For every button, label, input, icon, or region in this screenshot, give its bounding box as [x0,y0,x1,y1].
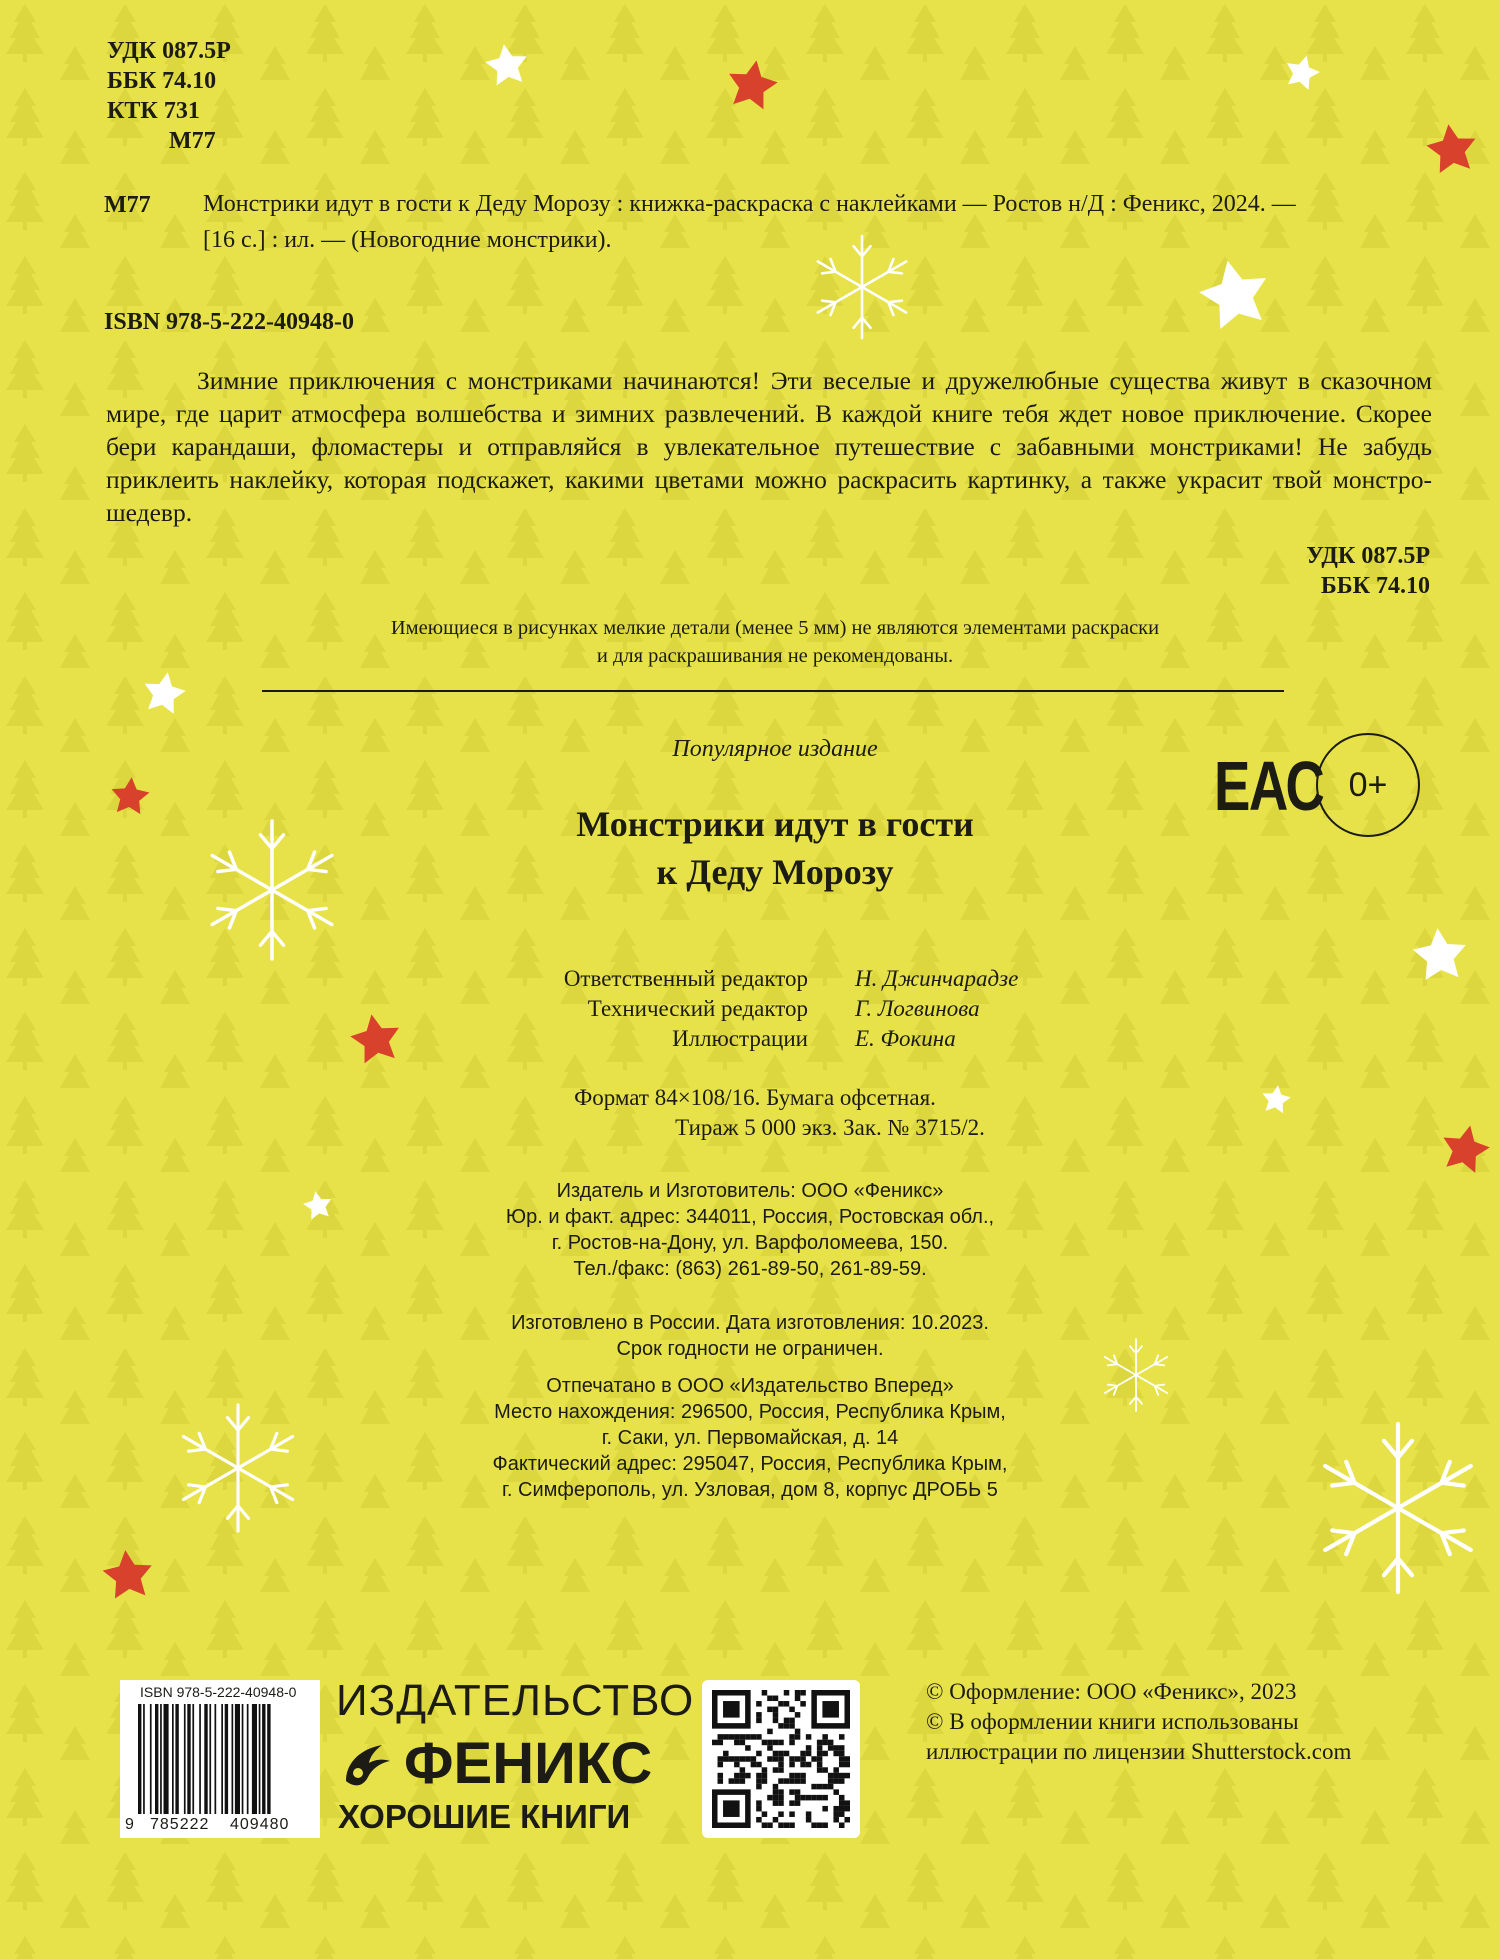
brand-logo [336,1730,652,1797]
brand-tagline: ХОРОШИЕ КНИГИ [338,1798,631,1835]
brand-publisher-label: ИЗДАТЕЛЬСТВО [336,1676,695,1725]
credit-name: Н. Джинчарадзе [855,966,1019,991]
eac-mark-text: ЕАС [1214,747,1324,825]
annotation-paragraph: Зимние приключения с монстриками начинаются! Эти веселые и дружелюбные существа живут в сказочном мире, где царит атмосфера волшебства и зимних развлечений. В каждой книге тебя ждет новое приключение. Скорее бери карандаши, фломастеры и отправляйся в увлекательное путешествие с забавными монстриками! Не забудь приклеить наклейку, которая подскажет, какими цветами можно раскрасить картинку, а также украсит твой монстро-шедевр. [106,366,1432,527]
credit-name: Е. Фокина [855,1026,956,1051]
credits-names [855,964,1155,1054]
printer-line-2: Место нахождения: 296500, Россия, Республика Крым, [494,1401,1006,1423]
catalog-codes [107,36,231,156]
copyright-line-2: © В оформлении книги использованы [926,1709,1299,1734]
format-info [500,1083,1100,1143]
bibliographic-description [203,186,1443,258]
phoenix-logo-icon [336,1733,398,1795]
credits-roles [440,964,808,1054]
printer-line-4: Фактический адрес: 295047, Россия, Республика Крым, [492,1453,1008,1475]
warning-line-2: и для раскрашивания не рекомендованы. [596,645,954,667]
age-rating-text: 0+ [1348,765,1388,804]
bibliographic-line-2: [16 с.] : ил. — (Новогодние монстрики). [203,227,612,253]
printer-line-5: г. Симферополь, ул. Узловая, дом 8, корпус ДРОБЬ 5 [502,1479,998,1501]
format-line-1: Формат 84×108/16. Бумага офсетная. [574,1085,936,1110]
manufacture-line-2: Срок годности не ограничен. [616,1338,884,1360]
manufacture-line-1: Изготовлено в России. Дата изготовления: 10.2023. [511,1312,989,1334]
barcode-right-digits: 409480 [230,1816,290,1833]
publisher-line-2: Юр. и факт. адрес: 344011, Россия, Ростовская обл., [505,1206,995,1228]
barcode [120,1680,320,1838]
author-mark: М77 [169,128,216,154]
qr-code-modules [712,1690,850,1828]
publisher-line-4: Тел./факс: (863) 261-89-50, 261-89-59. [573,1258,927,1280]
credit-role: Иллюстрации [672,1026,808,1051]
book-title-line-2: к Деду Морозу [656,852,894,892]
barcode-left-digits: 785222 [150,1816,210,1833]
small-parts-warning [250,614,1300,670]
barcode-isbn-text: ISBN 978-5-222-40948-0 [140,1684,297,1700]
barcode-bars [138,1704,308,1814]
book-title-line-1: Монстрики идут в гости [576,804,974,844]
publisher-line-1: Издатель и Изготовитель: ООО «Феникс» [556,1180,944,1202]
bbk-code-right: ББК 74.10 [1320,573,1430,599]
copyright-line-3: иллюстрации по лицензии Shutterstock.com [926,1739,1352,1764]
credit-role: Технический редактор [587,996,808,1021]
isbn-line: ISBN 978-5-222-40948-0 [104,309,354,335]
bibliographic-code: М77 [104,192,151,218]
bbk-code: ББК 74.10 [107,68,217,94]
credit-name: Г. Логвинова [855,996,980,1021]
barcode-first-digit: 9 [125,1816,135,1833]
format-line-2: Тираж 5 000 экз. Зак. № 3715/2. [675,1115,985,1140]
udk-code-right: УДК 087.5Р [1306,543,1430,569]
printer-line-3: г. Саки, ул. Первомайская, д. 14 [601,1427,899,1449]
warning-line-1: Имеющиеся в рисунках мелкие детали (менее 5 мм) не являются элементами раскраски [390,617,1160,639]
printer-info [450,1373,1050,1503]
bibliographic-line-1: Монстрики идут в гости к Деду Морозу : книжка-раскраска с наклейками — Ростов н/Д : Феникс, 2024. — [203,191,1296,217]
ktk-code: КТК 731 [107,98,200,124]
udk-code: УДК 087.5Р [107,38,231,64]
catalog-codes-right [1200,541,1430,601]
printer-line-1: Отпечатано в ООО «Издательство Вперед» [546,1375,954,1397]
age-rating-badge [1316,733,1420,837]
edition-type: Популярное издание [672,736,878,762]
publisher-line-3: г. Ростов-на-Дону, ул. Варфоломеева, 150. [551,1232,949,1254]
brand-name: ФЕНИКС [404,1731,653,1796]
divider-line [262,690,1284,692]
credit-role: Ответственный редактор [563,966,808,991]
book-title [425,800,1125,896]
copyright-line-1: © Оформление: ООО «Феникс», 2023 [926,1679,1297,1704]
qr-code-icon [702,1680,860,1838]
manufacture-info [450,1310,1050,1362]
copyright-info [926,1677,1351,1767]
publisher-info [450,1178,1050,1282]
